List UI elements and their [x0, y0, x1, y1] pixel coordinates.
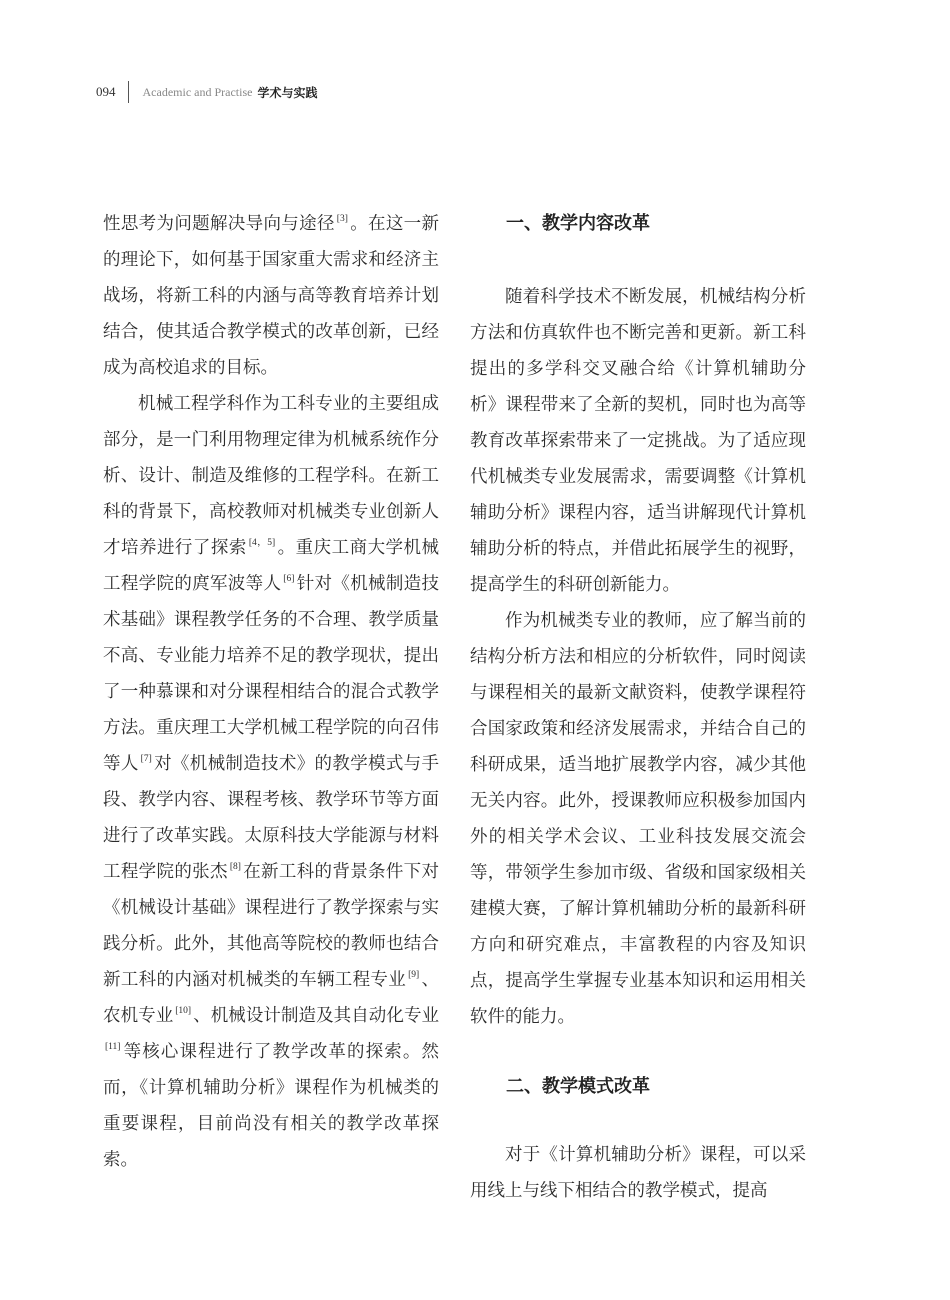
journal-title-english: Academic and Practise	[142, 84, 253, 99]
header-divider	[128, 81, 129, 103]
section-heading-content-reform: 一、教学内容改革	[506, 213, 650, 234]
citation-ref: [6]	[283, 573, 295, 584]
right-column	[470, 206, 806, 1209]
left-column	[103, 206, 439, 1178]
right-paragraph-2: 作为机械类专业的教师，应了解当前的结构分析方法和相应的分析软件，同时阅读与课程相关的最新文献资料，使教学课程符合国家政策和经济发展需求，并结合自己的科研成果，适当地扩展教学内容，减少其他无关内容。此外，授课教师应积极参加国内外的相关学术会议、工业科技发展交流会等，带领学生参加市级、省级和国家级相关建模大赛，了解计算机辅助分析的最新科研方向和研究难点，丰富教程的内容及知识点，提高学生掌握专业基本知识和运用相关软件的能力。	[470, 611, 806, 1027]
running-header	[96, 80, 317, 104]
citation-ref: [11]	[105, 1041, 121, 1052]
citation-ref: [7]	[140, 753, 152, 764]
section-heading-mode-reform: 二、教学模式改革	[506, 1076, 650, 1097]
right-paragraph-3: 对于《计算机辅助分析》课程，可以采用线上与线下相结合的教学模式，提高	[470, 1145, 806, 1201]
citation-ref: [4，5]	[248, 537, 276, 548]
left-paragraph-2: 机械工程学科作为工科专业的主要组成部分，是一门利用物理定律为机械系统作分析、设计、制造及维修的工程学科。在新工科的背景下，高校教师对机械类专业创新人才培养进行了探索 [4，5] 。重庆工商大学机械工程学院的庹军波等人 [6] 针对《机械制造技术基础》课程教学任务的不合理、教学质量不高、专业能力培养不足的教学现状，提出了一种慕课和对分课程相结合的混合式教学方法。重庆理工大学机械工程学院的向召伟等人 [7] 对《机械制造技术》的教学模式与手段、教学内容、课程考核、教学环节等方面进行了改革实践。太原科技大学能源与材料工程学院的张杰 [8] 在新工科的背景条件下对《机械设计基础》课程进行了教学探索与实践分析。此外，其他高等院校的教师也结合新工科的内涵对机械类的车辆工程专业 [9] 、农机专业 [10] 、机械设计制造及其自动化专业[11] 等核心课程进行了教学改革的探索。然而，《计算机辅助分析》课程作为机械类的重要课程，目前尚没有相关的教学改革探索。	[103, 394, 440, 1170]
citation-ref: [3]	[336, 213, 348, 224]
right-paragraph-1: 随着科学技术不断发展，机械结构分析方法和仿真软件也不断完善和更新。新工科提出的多学科交叉融合给《计算机辅助分析》课程带来了全新的契机，同时也为高等教育改革探索带来了一定挑战。为了适应现代机械类专业发展需求，需要调整《计算机辅助分析》课程内容，适当讲解现代计算机辅助分析的特点，并借此拓展学生的视野，提高学生的科研创新能力。	[470, 287, 806, 595]
journal-title-chinese: 学术与实践	[257, 85, 318, 100]
citation-ref: [10]	[175, 1005, 192, 1016]
citation-ref: [9]	[408, 969, 420, 980]
left-paragraph-1: 性思考为问题解决导向与途径 [3] 。在这一新的理论下，如何基于国家重大需求和经济主战场，将新工科的内涵与高等教育培养计划结合，使其适合教学模式的改革创新，已经成为高校追求的目标。	[103, 213, 440, 378]
page-number: 094	[96, 84, 116, 99]
citation-ref: [8]	[229, 861, 241, 872]
